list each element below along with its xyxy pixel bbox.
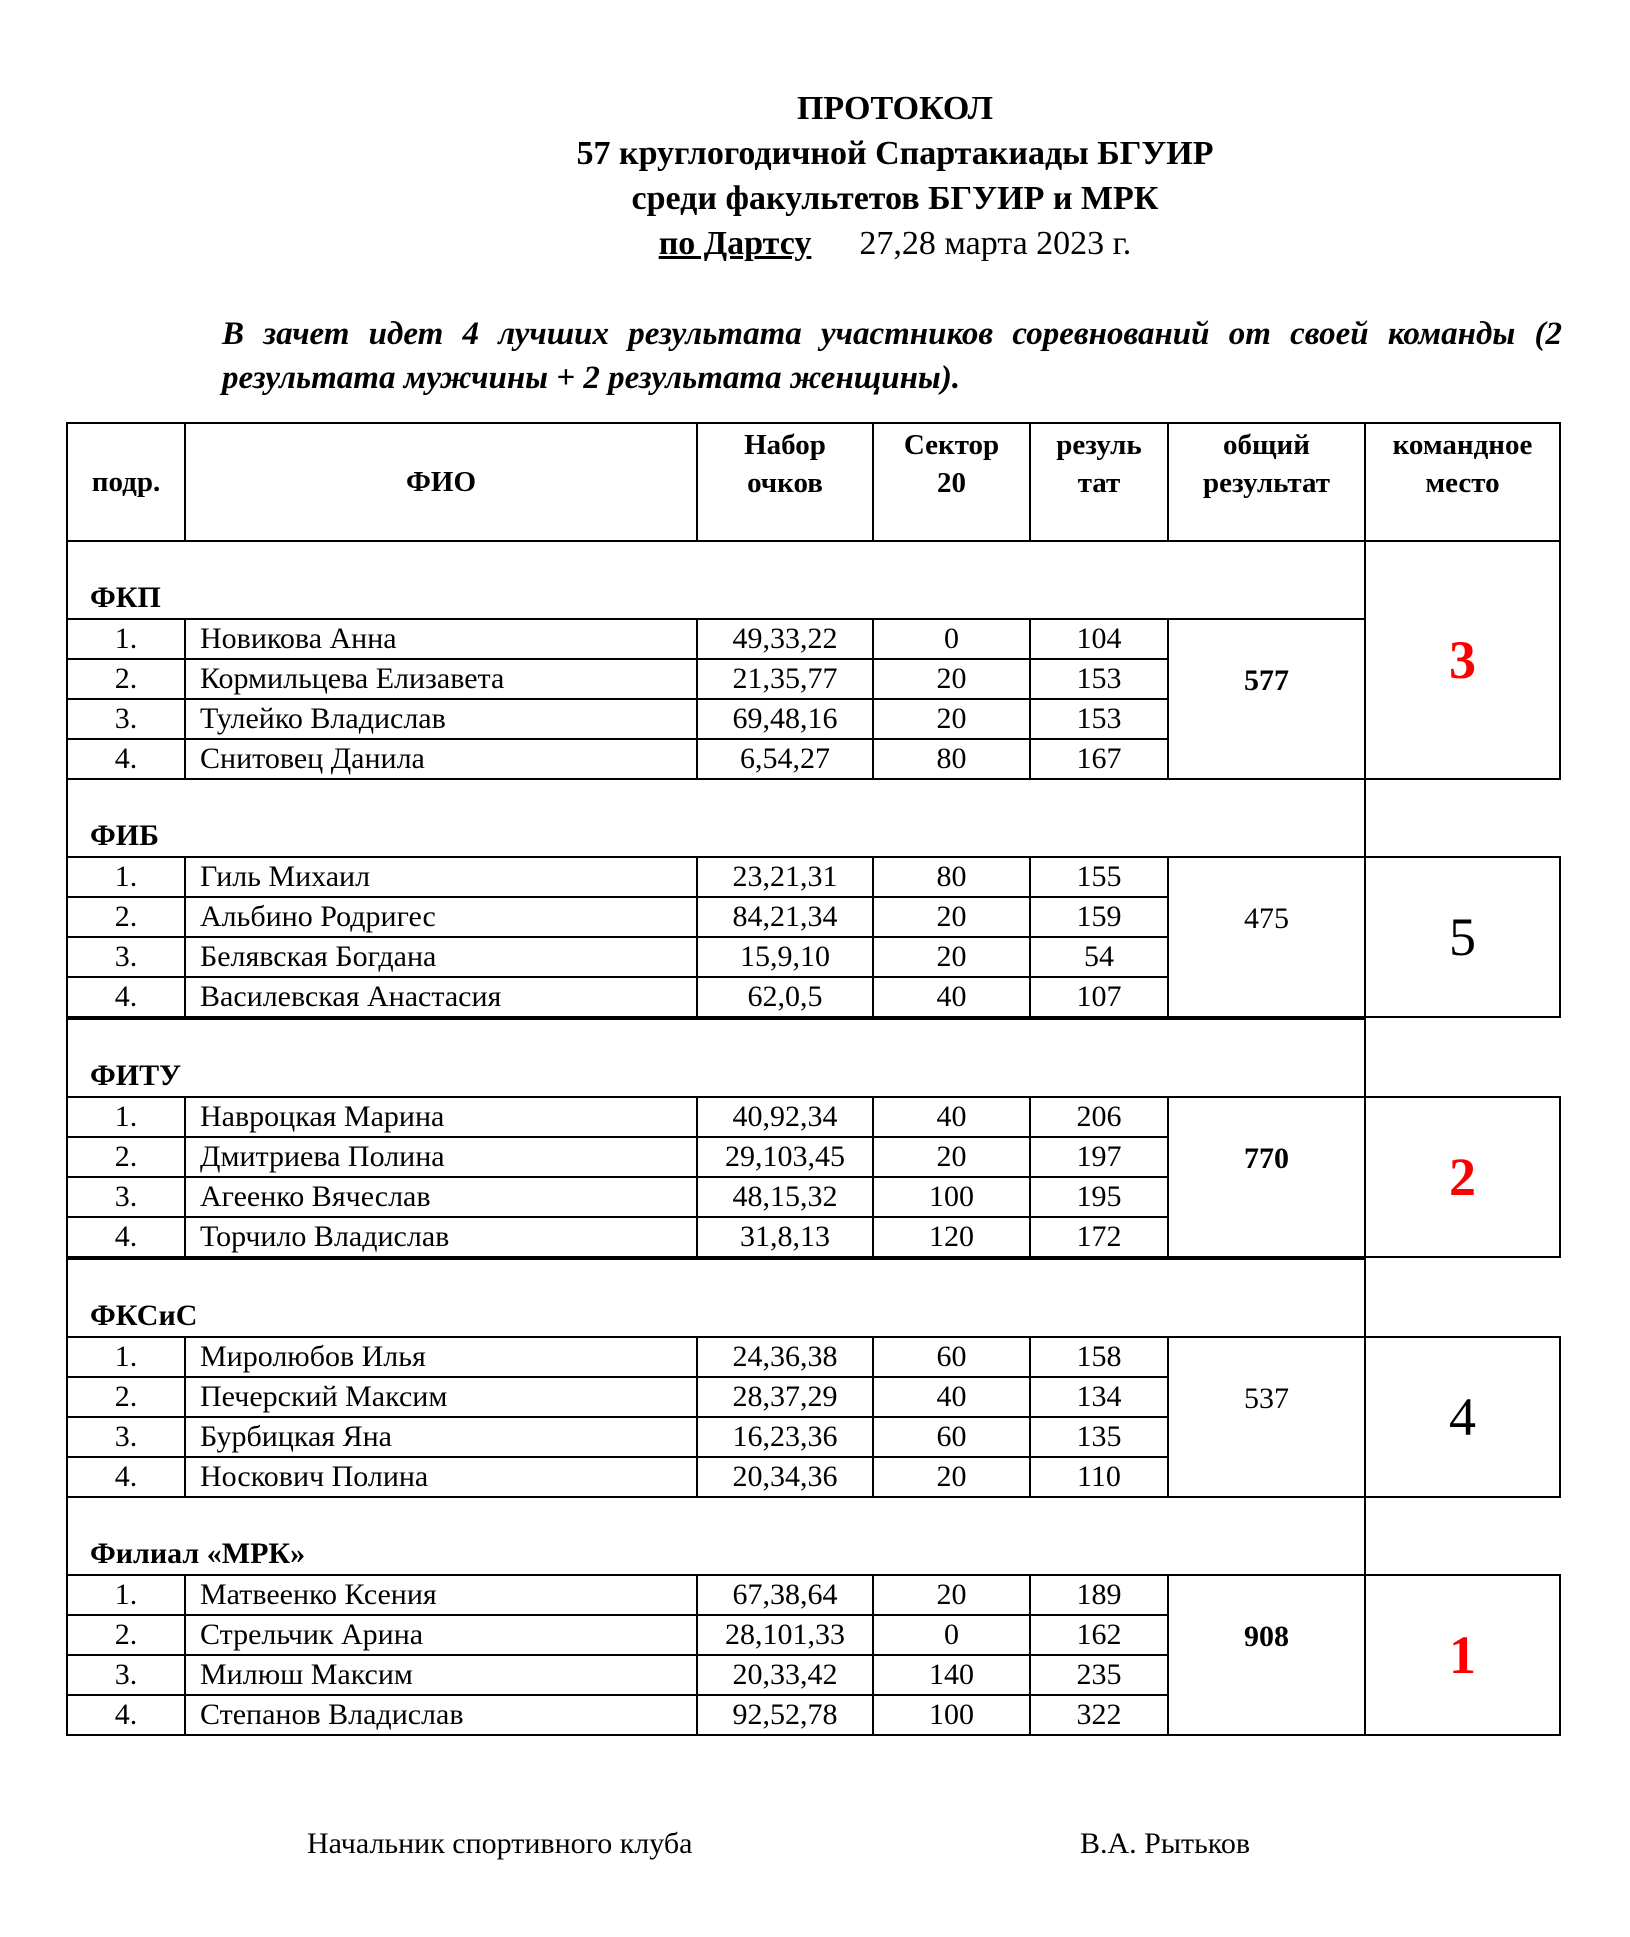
sector-20-score: 60 bbox=[872, 1416, 1031, 1458]
column-header-place-line1: командное bbox=[1392, 429, 1533, 461]
participant-name: Стрельчик Арина bbox=[184, 1614, 698, 1656]
column-header-sector-line1: Сектор bbox=[903, 429, 1000, 461]
participant-result: 54 bbox=[1029, 936, 1169, 978]
points-set: 21,35,77 bbox=[696, 658, 874, 700]
team-place: 4 bbox=[1364, 1336, 1561, 1498]
sector-20-score: 100 bbox=[872, 1176, 1031, 1218]
row-number: 4. bbox=[66, 738, 186, 780]
sector-20-score: 80 bbox=[872, 856, 1031, 898]
footer-signatory: В.А. Рытьков bbox=[1080, 1827, 1251, 1860]
points-set: 67,38,64 bbox=[696, 1574, 874, 1616]
participant-result: 153 bbox=[1029, 698, 1169, 740]
team-total: 577 bbox=[1167, 618, 1366, 780]
column-header-sector-line2: 20 bbox=[937, 467, 966, 499]
points-set: 69,48,16 bbox=[696, 698, 874, 740]
points-set: 24,36,38 bbox=[696, 1336, 874, 1378]
group-label: ФКСиС bbox=[66, 1258, 1366, 1337]
column-header-points bbox=[696, 422, 874, 542]
points-set: 62,0,5 bbox=[696, 976, 874, 1018]
sector-20-score: 140 bbox=[872, 1654, 1031, 1696]
points-set: 6,54,27 bbox=[696, 738, 874, 780]
points-set: 20,34,36 bbox=[696, 1456, 874, 1498]
document-subtitle-event: 57 круглогодичной Спартакиады БГУИР bbox=[576, 135, 1214, 172]
participant-result: 189 bbox=[1029, 1574, 1169, 1616]
row-number: 4. bbox=[66, 1456, 186, 1498]
participant-result: 110 bbox=[1029, 1456, 1169, 1498]
participant-name: Печерский Максим bbox=[184, 1376, 698, 1418]
row-number: 4. bbox=[66, 1694, 186, 1736]
place-spacer bbox=[1364, 1258, 1561, 1336]
group-label: ФИБ bbox=[66, 778, 1366, 857]
sector-20-score: 20 bbox=[872, 1136, 1031, 1178]
column-header-total-line2: результат bbox=[1203, 467, 1330, 499]
row-number: 1. bbox=[66, 1096, 186, 1138]
row-number: 3. bbox=[66, 1176, 186, 1218]
column-header-result bbox=[1029, 422, 1169, 542]
sector-20-score: 20 bbox=[872, 658, 1031, 700]
place-spacer bbox=[1364, 778, 1561, 856]
row-number: 3. bbox=[66, 698, 186, 740]
column-header-place-line2: место bbox=[1425, 467, 1500, 499]
participant-name: Агеенко Вячеслав bbox=[184, 1176, 698, 1218]
group-label: ФИТУ bbox=[66, 1018, 1366, 1097]
sector-20-score: 40 bbox=[872, 1096, 1031, 1138]
sector-20-score: 120 bbox=[872, 1216, 1031, 1258]
row-number: 2. bbox=[66, 1614, 186, 1656]
row-number: 2. bbox=[66, 658, 186, 700]
column-header-total bbox=[1167, 422, 1366, 542]
sector-20-score: 20 bbox=[872, 1574, 1031, 1616]
row-number: 1. bbox=[66, 856, 186, 898]
event-date: 27,28 марта 2023 г. bbox=[859, 225, 1132, 262]
participant-name: Миролюбов Илья bbox=[184, 1336, 698, 1378]
row-number: 1. bbox=[66, 1574, 186, 1616]
points-set: 23,21,31 bbox=[696, 856, 874, 898]
points-set: 28,101,33 bbox=[696, 1614, 874, 1656]
points-set: 31,8,13 bbox=[696, 1216, 874, 1258]
participant-result: 159 bbox=[1029, 896, 1169, 938]
participant-result: 107 bbox=[1029, 976, 1169, 1018]
team-place: 2 bbox=[1364, 1096, 1561, 1258]
sector-20-score: 60 bbox=[872, 1336, 1031, 1378]
participant-result: 235 bbox=[1029, 1654, 1169, 1696]
team-place: 1 bbox=[1364, 1574, 1561, 1736]
place-spacer bbox=[1364, 1018, 1561, 1096]
participant-result: 134 bbox=[1029, 1376, 1169, 1418]
sector-20-score: 20 bbox=[872, 698, 1031, 740]
participant-name: Дмитриева Полина bbox=[184, 1136, 698, 1178]
participant-result: 158 bbox=[1029, 1336, 1169, 1378]
sector-20-score: 20 bbox=[872, 1456, 1031, 1498]
row-number: 1. bbox=[66, 618, 186, 660]
points-set: 92,52,78 bbox=[696, 1694, 874, 1736]
points-set: 20,33,42 bbox=[696, 1654, 874, 1696]
sector-20-score: 0 bbox=[872, 618, 1031, 660]
participant-name: Носкович Полина bbox=[184, 1456, 698, 1498]
participant-name: Торчило Владислав bbox=[184, 1216, 698, 1258]
scoring-note: В зачет идет 4 лучших результата участников соревнований от своей команды (2 результата мужчины + 2 результата женщины). bbox=[222, 316, 1562, 396]
row-number: 3. bbox=[66, 936, 186, 978]
sector-20-score: 100 bbox=[872, 1694, 1031, 1736]
participant-result: 167 bbox=[1029, 738, 1169, 780]
column-header-result-line1: резуль bbox=[1056, 429, 1142, 461]
points-set: 29,103,45 bbox=[696, 1136, 874, 1178]
sector-20-score: 40 bbox=[872, 976, 1031, 1018]
sector-20-score: 20 bbox=[872, 896, 1031, 938]
row-number: 1. bbox=[66, 1336, 186, 1378]
points-set: 28,37,29 bbox=[696, 1376, 874, 1418]
team-total: 770 bbox=[1167, 1096, 1366, 1258]
points-set: 16,23,36 bbox=[696, 1416, 874, 1458]
points-set: 49,33,22 bbox=[696, 618, 874, 660]
participant-result: 206 bbox=[1029, 1096, 1169, 1138]
participant-name: Кормильцева Елизавета bbox=[184, 658, 698, 700]
team-place: 5 bbox=[1364, 856, 1561, 1018]
sector-20-score: 20 bbox=[872, 936, 1031, 978]
row-number: 4. bbox=[66, 1216, 186, 1258]
participant-name: Василевская Анастасия bbox=[184, 976, 698, 1018]
sector-20-score: 80 bbox=[872, 738, 1031, 780]
points-set: 84,21,34 bbox=[696, 896, 874, 938]
document-title: ПРОТОКОЛ bbox=[796, 90, 994, 127]
column-header-sector bbox=[872, 422, 1031, 542]
group-label: Филиал «МРК» bbox=[66, 1496, 1366, 1575]
group-label: ФКП bbox=[66, 540, 1366, 619]
row-number: 2. bbox=[66, 1136, 186, 1178]
row-number: 2. bbox=[66, 896, 186, 938]
participant-result: 197 bbox=[1029, 1136, 1169, 1178]
sector-20-score: 0 bbox=[872, 1614, 1031, 1656]
participant-name: Гиль Михаил bbox=[184, 856, 698, 898]
points-set: 48,15,32 bbox=[696, 1176, 874, 1218]
participant-name: Снитовец Данила bbox=[184, 738, 698, 780]
participant-result: 162 bbox=[1029, 1614, 1169, 1656]
document-sport-date bbox=[0, 225, 1630, 263]
participant-name: Альбино Родригес bbox=[184, 896, 698, 938]
sector-20-score: 40 bbox=[872, 1376, 1031, 1418]
participant-result: 104 bbox=[1029, 618, 1169, 660]
participant-name: Навроцкая Марина bbox=[184, 1096, 698, 1138]
participant-result: 135 bbox=[1029, 1416, 1169, 1458]
participant-result: 195 bbox=[1029, 1176, 1169, 1218]
participant-name: Новикова Анна bbox=[184, 618, 698, 660]
sport-name: по Дартсу bbox=[658, 225, 812, 262]
row-number: 4. bbox=[66, 976, 186, 1018]
column-header-place bbox=[1364, 422, 1561, 542]
participant-name: Милюш Максим bbox=[184, 1654, 698, 1696]
participant-result: 155 bbox=[1029, 856, 1169, 898]
points-set: 15,9,10 bbox=[696, 936, 874, 978]
participant-result: 153 bbox=[1029, 658, 1169, 700]
document-subtitle-participants: среди факультетов БГУИР и МРК bbox=[631, 180, 1159, 217]
team-place: 3 bbox=[1364, 540, 1561, 780]
team-total: 475 bbox=[1167, 856, 1366, 1018]
place-spacer bbox=[1364, 1496, 1561, 1574]
team-total: 908 bbox=[1167, 1574, 1366, 1736]
column-header-points-line1: Набор bbox=[744, 429, 826, 461]
participant-name: Степанов Владислав bbox=[184, 1694, 698, 1736]
column-header-result-line2: тат bbox=[1077, 467, 1121, 499]
column-header-total-line1: общий bbox=[1223, 429, 1310, 461]
team-total: 537 bbox=[1167, 1336, 1366, 1498]
column-header-name: ФИО bbox=[184, 422, 698, 542]
participant-name: Матвеенко Ксения bbox=[184, 1574, 698, 1616]
points-set: 40,92,34 bbox=[696, 1096, 874, 1138]
participant-result: 172 bbox=[1029, 1216, 1169, 1258]
row-number: 3. bbox=[66, 1416, 186, 1458]
participant-name: Бурбицкая Яна bbox=[184, 1416, 698, 1458]
row-number: 2. bbox=[66, 1376, 186, 1418]
row-number: 3. bbox=[66, 1654, 186, 1696]
participant-name: Тулейко Владислав bbox=[184, 698, 698, 740]
footer-position: Начальник спортивного клуба bbox=[307, 1827, 693, 1860]
column-header-points-line2: очков bbox=[747, 467, 823, 499]
participant-result: 322 bbox=[1029, 1694, 1169, 1736]
participant-name: Белявская Богдана bbox=[184, 936, 698, 978]
column-header-unit: подр. bbox=[66, 422, 186, 542]
